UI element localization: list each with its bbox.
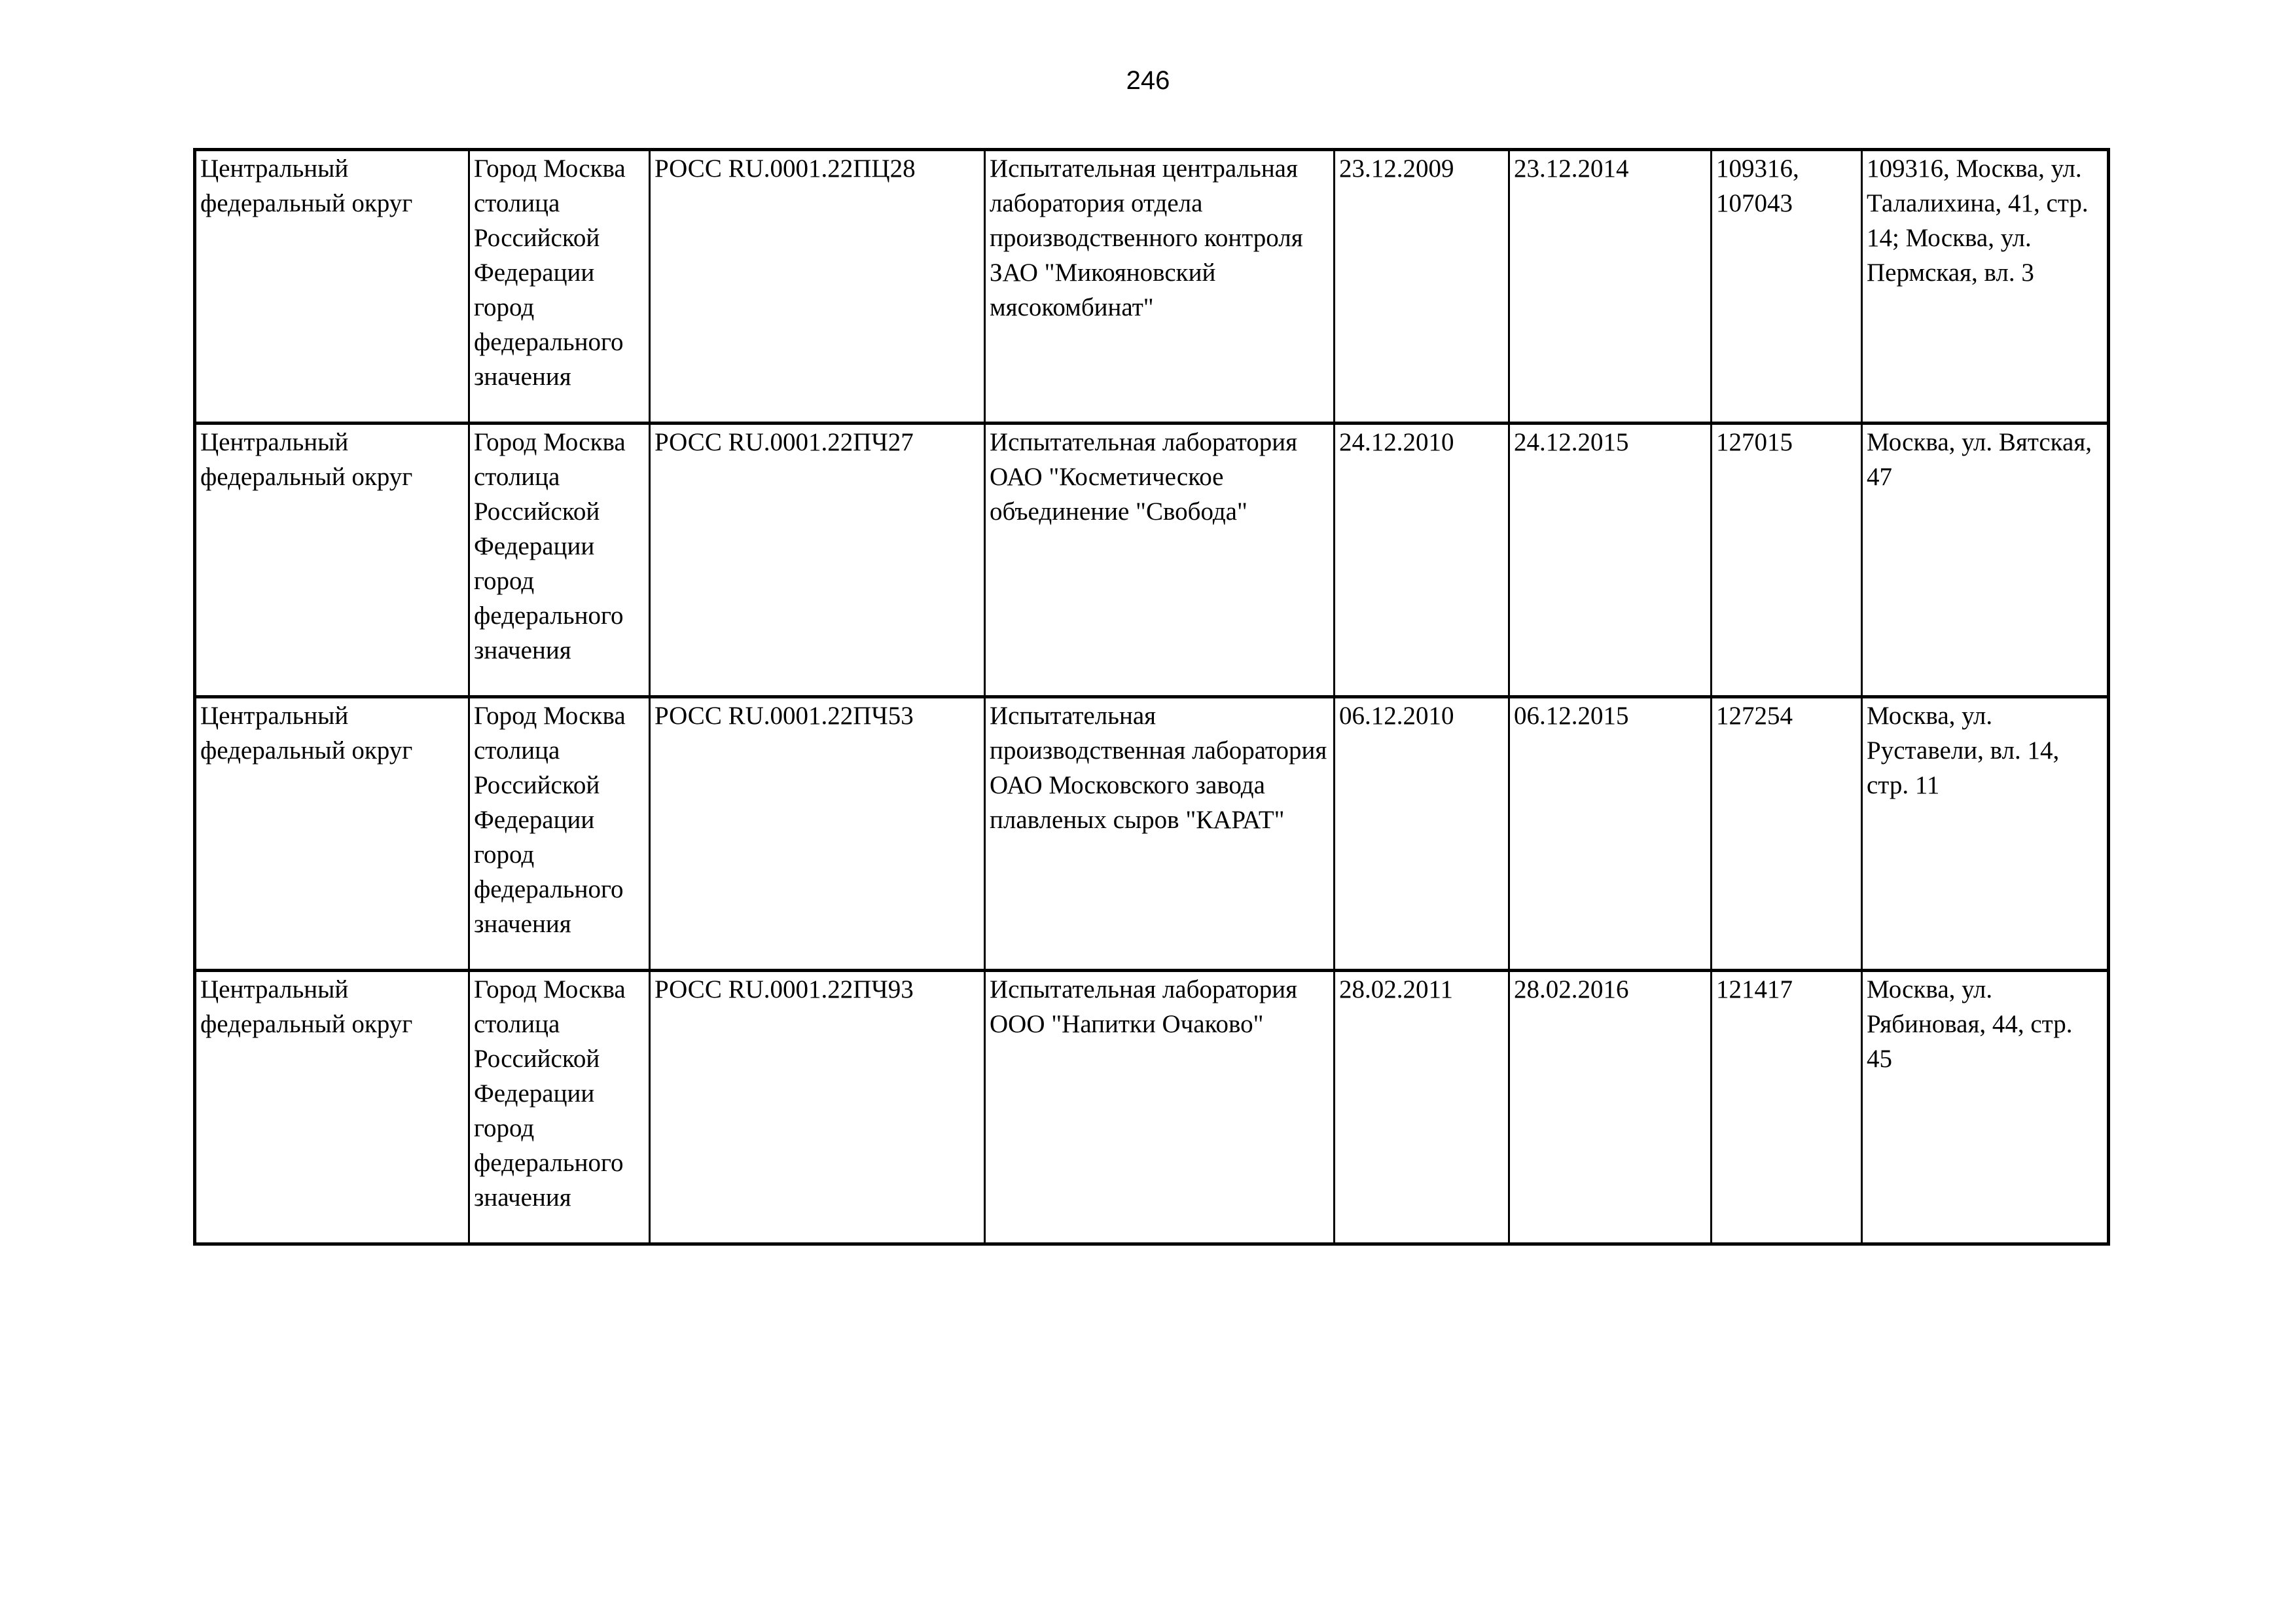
laboratory-name-cell: Испытательная центральная лаборатория отдела производственного контроля ЗАО "Микояновский мясокомбинат" xyxy=(985,150,1335,424)
table-row xyxy=(195,697,2109,971)
postal-code-cell: 127254 xyxy=(1712,697,1862,971)
table-row xyxy=(195,971,2109,1244)
date-valid-until-cell: 24.12.2015 xyxy=(1509,424,1712,697)
region-cell: Город Москва столица Российской Федерации город федерального значения xyxy=(469,150,650,424)
table-row xyxy=(195,150,2109,424)
date-issued-cell: 28.02.2011 xyxy=(1335,971,1509,1244)
address-cell: Москва, ул. Рябиновая, 44, стр. 45 xyxy=(1862,971,2109,1244)
region-cell: Город Москва столица Российской Федерации город федерального значения xyxy=(469,697,650,971)
district-cell: Центральный федеральный округ xyxy=(195,150,469,424)
laboratories-table xyxy=(193,148,2110,1246)
page-number: 246 xyxy=(1126,66,1170,95)
date-issued-cell: 23.12.2009 xyxy=(1335,150,1509,424)
laboratory-name-cell: Испытательная лаборатория ООО "Напитки Очаково" xyxy=(985,971,1335,1244)
accreditation-number-cell: РОСС RU.0001.22ПЧ93 xyxy=(650,971,985,1244)
laboratory-name-cell: Испытательная лаборатория ОАО "Косметическое объединение "Свобода" xyxy=(985,424,1335,697)
table-row xyxy=(195,424,2109,697)
accreditation-number-cell: РОСС RU.0001.22ПЦ28 xyxy=(650,150,985,424)
date-valid-until-cell: 28.02.2016 xyxy=(1509,971,1712,1244)
laboratory-name-cell: Испытательная производственная лаборатория ОАО Московского завода плавленых сыров "КАРАТ" xyxy=(985,697,1335,971)
address-cell: Москва, ул. Руставели, вл. 14, стр. 11 xyxy=(1862,697,2109,971)
postal-code-cell: 127015 xyxy=(1712,424,1862,697)
region-cell: Город Москва столица Российской Федерации город федерального значения xyxy=(469,424,650,697)
accreditation-number-cell: РОСС RU.0001.22ПЧ27 xyxy=(650,424,985,697)
date-valid-until-cell: 23.12.2014 xyxy=(1509,150,1712,424)
date-issued-cell: 06.12.2010 xyxy=(1335,697,1509,971)
postal-code-cell: 109316, 107043 xyxy=(1712,150,1862,424)
district-cell: Центральный федеральный округ xyxy=(195,424,469,697)
address-cell: 109316, Москва, ул. Талалихина, 41, стр. 14; Москва, ул. Пермская, вл. 3 xyxy=(1862,150,2109,424)
region-cell: Город Москва столица Российской Федерации город федерального значения xyxy=(469,971,650,1244)
postal-code-cell: 121417 xyxy=(1712,971,1862,1244)
district-cell: Центральный федеральный округ xyxy=(195,697,469,971)
district-cell: Центральный федеральный округ xyxy=(195,971,469,1244)
address-cell: Москва, ул. Вятская, 47 xyxy=(1862,424,2109,697)
accreditation-number-cell: РОСС RU.0001.22ПЧ53 xyxy=(650,697,985,971)
date-issued-cell: 24.12.2010 xyxy=(1335,424,1509,697)
date-valid-until-cell: 06.12.2015 xyxy=(1509,697,1712,971)
